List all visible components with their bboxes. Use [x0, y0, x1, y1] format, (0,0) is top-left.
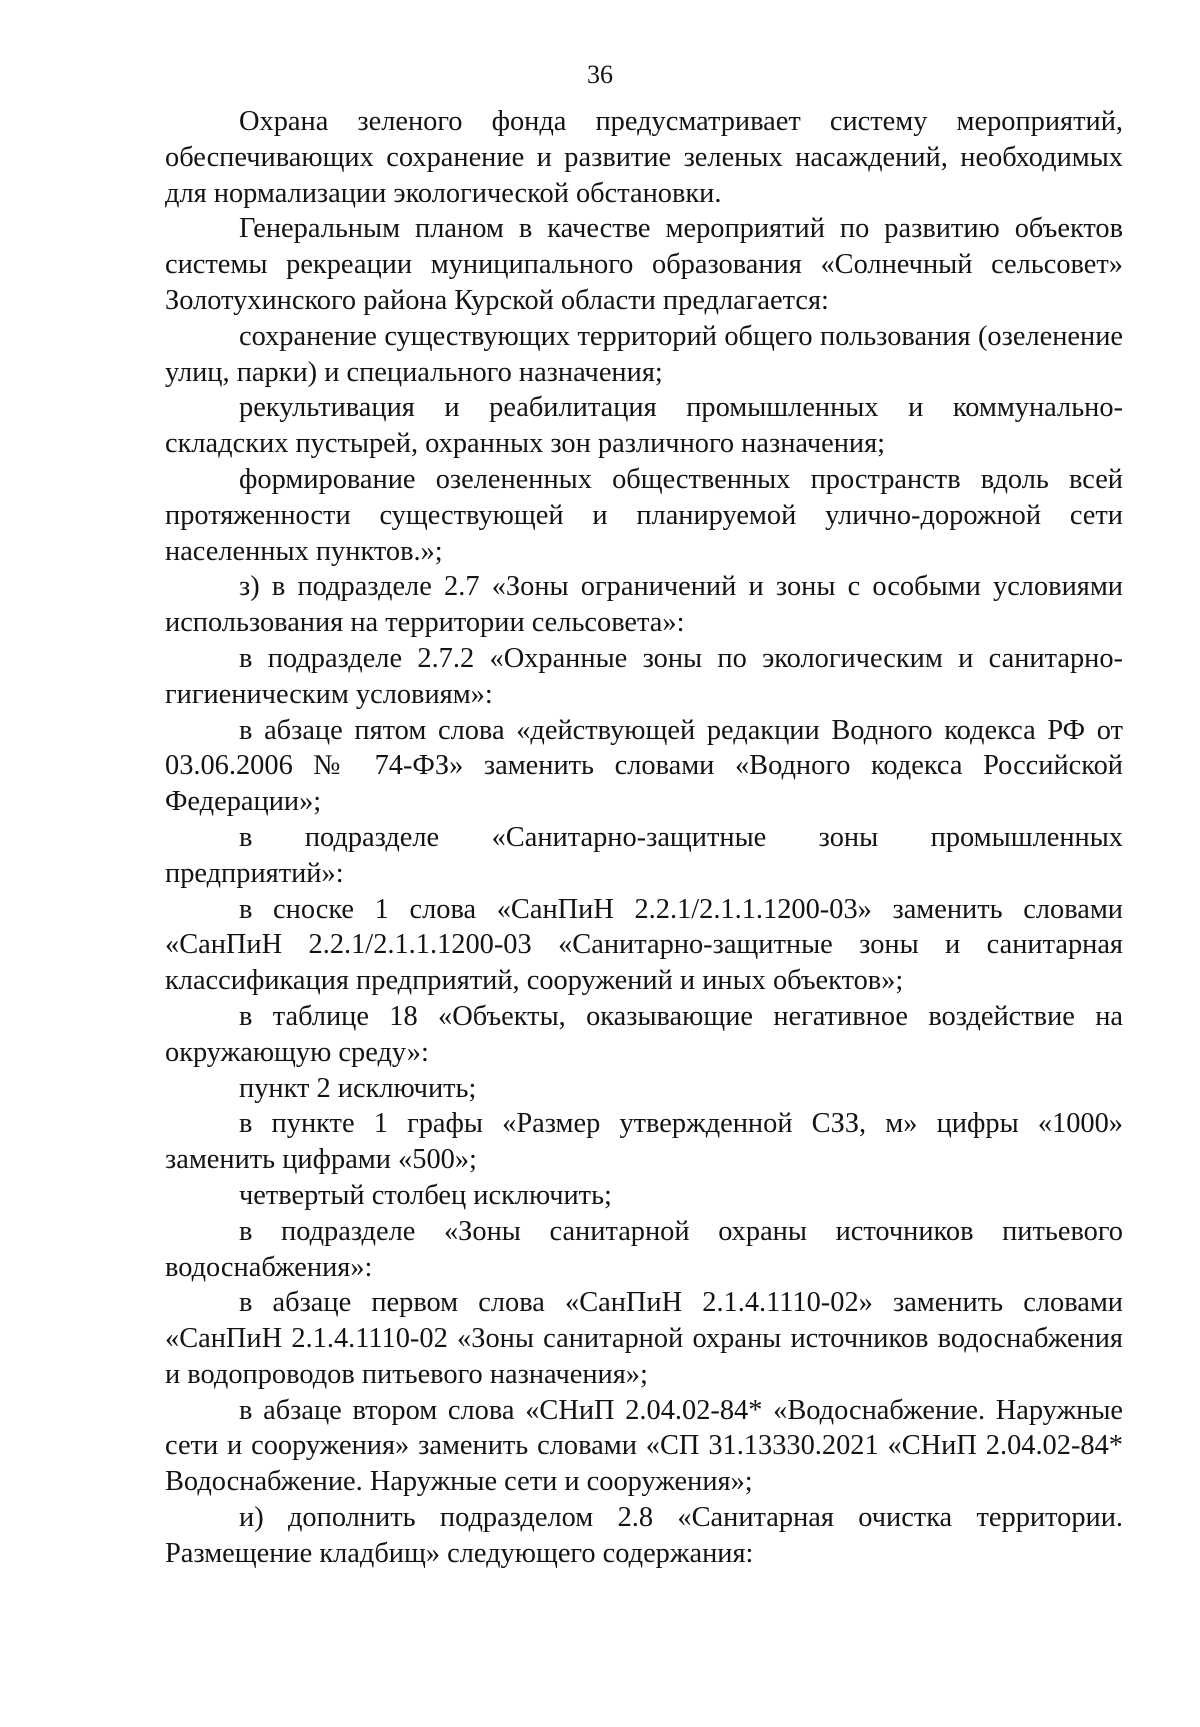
paragraph: сохранение существующих территорий общего пользования (озеленение улиц, парки) и специального назначения;	[165, 320, 1123, 388]
document-body	[165, 104, 1123, 1572]
paragraph: в подразделе «Санитарно-защитные зоны промышленных предприятий»:	[165, 821, 1123, 889]
paragraph: четвертый столбец исключить;	[239, 1179, 612, 1211]
paragraph: Генеральным планом в качестве мероприятий по развитию объектов системы рекреации муниципального образования «Солнечный сельсовет» Золотухинского района Курской области предлагается:	[165, 213, 1123, 316]
paragraph: в пункте 1 графы «Размер утвержденной СЗЗ, м» цифры «1000» заменить цифрами «500»;	[165, 1108, 1123, 1176]
paragraph: формирование озелененных общественных пространств вдоль всей протяженности существующей и планируемой улично-дорожной сети населенных пунктов.»;	[165, 463, 1123, 567]
paragraph: в абзаце втором слова «СНиП 2.04.02-84* «Водоснабжение. Наружные сети и сооружения» заменить словами «СП 31.13330.2021 «СНиП 2.04.02-84* Водоснабжение. Наружные сети и сооружения»;	[165, 1394, 1123, 1498]
paragraph: и) дополнить подразделом 2.8 «Санитарная очистка территории. Размещение кладбищ» следующего содержания:	[165, 1502, 1123, 1569]
paragraph: в подразделе «Зоны санитарной охраны источников питьевого водоснабжения»:	[165, 1215, 1123, 1283]
paragraph: рекультивация и реабилитация промышленных и коммунально-складских пустырей, охранных зон различного назначения;	[165, 392, 1123, 460]
paragraph: в абзаце первом слова «СанПиН 2.1.4.1110-02» заменить словами «СанПиН 2.1.4.1110-02 «Зоны санитарной охраны источников водоснабжения и водопроводов питьевого назначения»;	[165, 1287, 1123, 1390]
paragraph: в сноске 1 слова «СанПиН 2.2.1/2.1.1.1200-03» заменить словами «СанПиН 2.2.1/2.1.1.1200-03 «Санитарно-защитные зоны и санитарная классификация предприятий, сооружений и иных объектов»;	[165, 893, 1123, 997]
paragraph: в подразделе 2.7.2 «Охранные зоны по экологическим и санитарно-гигиеническим условиям»:	[165, 642, 1123, 710]
paragraph: в абзаце пятом слова «действующей редакции Водного кодекса РФ от 03.06.2006 № 74-ФЗ» заменить словами «Водного кодекса Российской Федерации»;	[165, 714, 1123, 818]
paragraph: Охрана зеленого фонда предусматривает систему мероприятий, обеспечивающих сохранение и развитие зеленых насаждений, необходимых для нормализации экологической обстановки.	[165, 106, 1123, 209]
paragraph: пункт 2 исключить;	[239, 1072, 477, 1104]
paragraph: з) в подразделе 2.7 «Зоны ограничений и зоны с особыми условиями использования на территории сельсовета»:	[165, 571, 1123, 639]
paragraph: в таблице 18 «Объекты, оказывающие негативное воздействие на окружающую среду»:	[165, 1000, 1123, 1068]
page-number: 36	[587, 60, 613, 89]
